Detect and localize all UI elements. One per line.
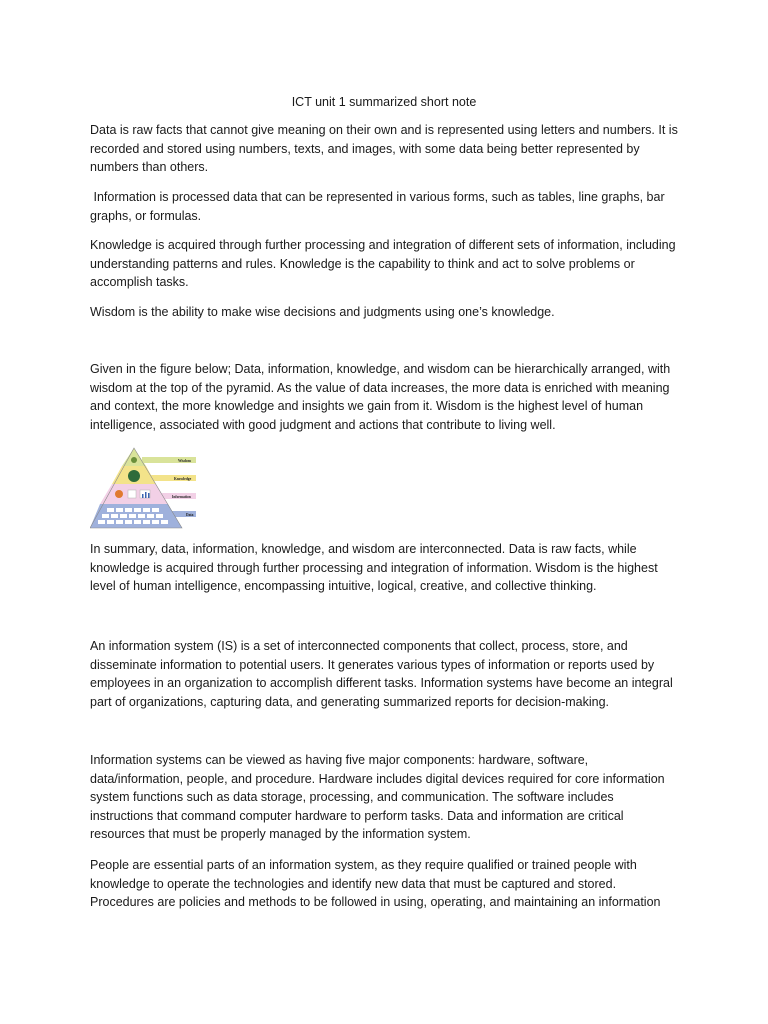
paragraph-knowledge-definition: Knowledge is acquired through further processing and integration of different sets of information, including understanding patterns and rules. Knowledge is the capability to think and act to solve problems or accomplish tasks. <box>90 238 676 289</box>
information-label: Information <box>172 495 191 499</box>
data-cell <box>161 520 168 524</box>
bar-icon-mark <box>142 494 144 498</box>
paragraph-information-system: An information system (IS) is a set of interconnected components that collect, process, store, and disseminate information to potential users. It generates various types of information or reports used by employees in an organization to accomplish different tasks. Information systems have become an integral part of organizations, capturing data, and generating summarized reports for decision-making. <box>90 639 673 709</box>
data-cell <box>129 514 136 518</box>
wisdom-tree-icon <box>131 457 137 463</box>
data-cell <box>98 520 105 524</box>
data-cell <box>116 508 123 512</box>
data-cell <box>116 520 123 524</box>
data-cell <box>125 508 132 512</box>
paragraph-is-components: Information systems can be viewed as having five major components: hardware, software, data/information, people, and procedure. Hardware includes digital devices required for core information system functions such as data storage, processing, and communication. The software includes instructions that command computer hardware to perform tasks. Data and information are critical resources that must be properly managed by the information system. <box>90 753 665 841</box>
data-cell <box>120 514 127 518</box>
data-cell <box>134 520 141 524</box>
bar-icon-mark <box>145 492 147 498</box>
paragraph-summary: In summary, data, information, knowledge, and wisdom are interconnected. Data is raw facts, while knowledge is acquired through further processing and integration of information. Wisdom is the highest level of human intelligence, encompassing intuitive, logical, creative, and collective thinking. <box>90 542 658 593</box>
bar-icon-mark <box>148 493 150 498</box>
data-cell <box>107 508 114 512</box>
knowledge-label: Knowledge <box>174 477 192 481</box>
dikw-pyramid-figure <box>90 446 198 530</box>
paragraph-data-definition: Data is raw facts that cannot give meaning on their own and is represented using letters and numbers. It is recorded and stored using numbers, texts, and images, with some data being better represented by numbers than others. <box>90 123 678 174</box>
paragraph-information-definition: Information is processed data that can be represented in various forms, such as tables, line graphs, bar graphs, or formulas. <box>90 190 665 223</box>
data-cell <box>152 520 159 524</box>
data-cell <box>138 514 145 518</box>
data-cell <box>143 520 150 524</box>
information-line-chart-icon <box>128 490 136 498</box>
wisdom-label: Wisdom <box>178 459 191 463</box>
paragraph-dikw-hierarchy: Given in the figure below; Data, information, knowledge, and wisdom can be hierarchically arranged, with wisdom at the top of the pyramid. As the value of data increases, the more data is enriched with meaning and context, the more knowledge and insights we gain from it. Wisdom is the highest level of human intelligence, associated with good judgment and actions that contribute to living well. <box>90 362 671 432</box>
data-cell <box>125 520 132 524</box>
data-cell <box>156 514 163 518</box>
document-title: ICT unit 1 summarized short note <box>291 95 477 109</box>
knowledge-brain-icon <box>128 470 140 482</box>
data-cell <box>152 508 159 512</box>
data-cell <box>111 514 118 518</box>
data-cell <box>102 514 109 518</box>
data-cell <box>147 514 154 518</box>
paragraph-people-procedures: People are essential parts of an information system, as they require qualified or trained people with knowledge to operate the technologies and identify new data that must be captured and stored. Procedures are policies and methods to be followed in using, operating, and maintaining an information <box>90 858 661 909</box>
data-cell <box>134 508 141 512</box>
information-pie-icon <box>115 490 123 498</box>
data-label: Data <box>186 513 194 517</box>
data-cell <box>107 520 114 524</box>
paragraph-wisdom-definition: Wisdom is the ability to make wise decisions and judgments using one’s knowledge. <box>90 305 555 319</box>
data-cell <box>143 508 150 512</box>
